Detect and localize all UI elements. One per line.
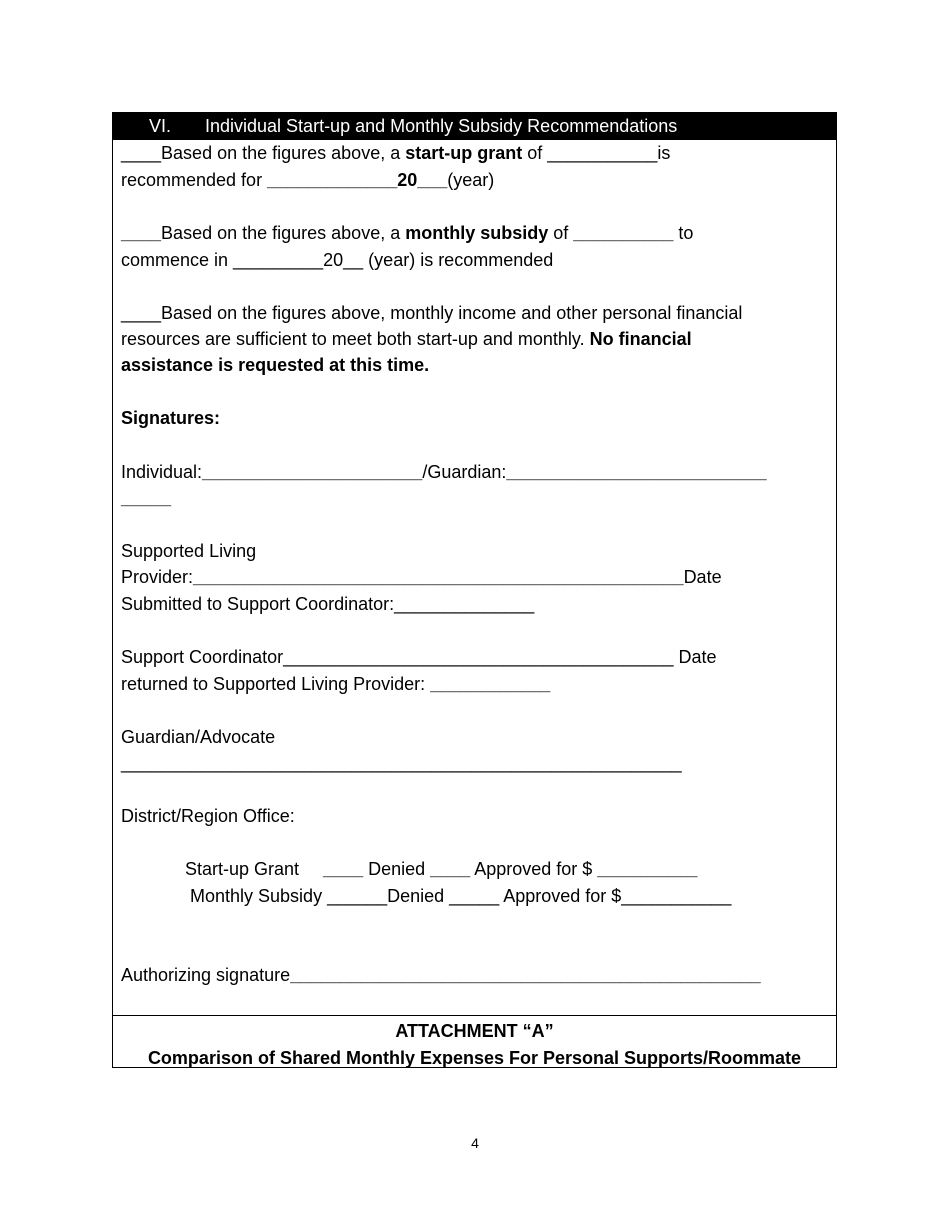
monthly-recommendation-line-1: ____Based on the figures above, a monthly subsidy of __________ to xyxy=(121,223,694,243)
attachment-subtitle: Comparison of Shared Monthly Expenses For Personal Supports/Roommate xyxy=(147,1048,802,1068)
provider-signature: Provider:_________________________________________________Date xyxy=(121,567,722,587)
no-assistance-line-1: ____Based on the figures above, monthly income and other personal financial xyxy=(121,303,743,323)
authorizing-signature: Authorizing signature_______________________________________________ xyxy=(121,965,761,985)
submitted-to-coordinator: Submitted to Support Coordinator:______________ xyxy=(121,594,535,614)
advocate-signature-line: ________________________________________________________ xyxy=(121,753,682,773)
startup-recommendation-line-1: ____Based on the figures above, a start-up grant of ___________is xyxy=(121,143,671,163)
advocate-label: Guardian/Advocate xyxy=(121,727,276,747)
no-assistance-line-3: assistance is requested at this time. xyxy=(121,355,430,375)
startup-grant-decision: Start-up Grant ____ Denied ____ Approved for $ __________ xyxy=(185,859,698,879)
monthly-subsidy-decision: Monthly Subsidy ______Denied _____ Approved for $___________ xyxy=(190,886,732,906)
section-title: Individual Start-up and Monthly Subsidy Recommendations xyxy=(205,116,678,136)
no-assistance-line-2: resources are sufficient to meet both start-up and monthly. No financial xyxy=(121,329,692,349)
guardian-signature-wrap: _____ xyxy=(121,488,172,508)
individual-guardian-signature: Individual:______________________/Guardian:__________________________ xyxy=(121,462,767,482)
section-header xyxy=(113,113,836,140)
startup-recommendation-line-2: recommended for _____________20___(year) xyxy=(121,170,495,190)
subsidy-form xyxy=(112,112,837,1068)
section-number: VI. xyxy=(149,116,172,136)
district-office-label: District/Region Office: xyxy=(121,806,295,826)
monthly-recommendation-line-2: commence in _________20__ (year) is recommended xyxy=(121,250,554,270)
attachment-title: ATTACHMENT “A” xyxy=(395,1021,554,1041)
support-coordinator-signature: Support Coordinator_______________________________________ Date xyxy=(121,647,717,667)
attachment-header xyxy=(113,1015,836,1068)
signatures-heading: Signatures: xyxy=(121,408,221,428)
returned-to-provider: returned to Supported Living Provider: ____________ xyxy=(121,674,551,694)
provider-label-line: Supported Living xyxy=(121,541,257,561)
page-number: 4 xyxy=(471,1135,479,1151)
